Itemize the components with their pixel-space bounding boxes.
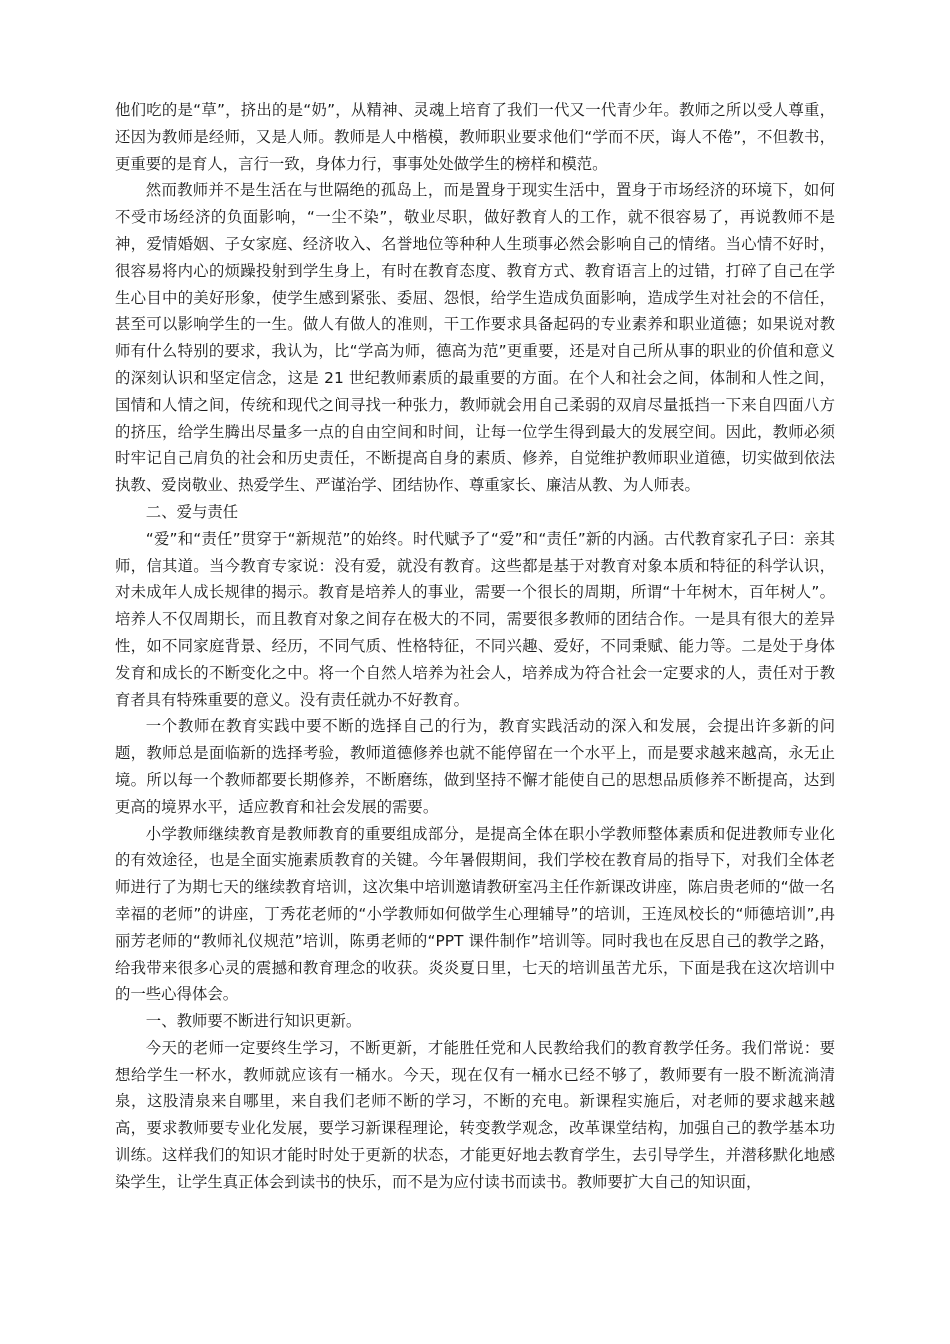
paragraph-love-responsibility: “爱”和“责任”贯穿于“新规范”的始终。时代赋予了“爱”和“责任”新的内涵。古代教育家孔子曰：亲其师，信其道。当今教育专家说：没有爱，就没有教育。这些都是基于对教育对象本质和特征的科学认识，对未成年人成长规律的揭示。教育是培养人的事业，需要一个很长的周期，所谓“十年树木，百年树人”。培养人不仅周期长，而且教育对象之间存在极大的不同，需要很多教师的团结合作。一是具有很大的差异性，如不同家庭背景、经历，不同气质、性格特征，不同兴趣、爱好，不同秉赋、能力等。二是处于身体发育和成长的不断变化之中。将一个自然人培养为社会人，培养成为符合社会一定要求的人，责任对于教育者具有特殊重要的意义。没有责任就办不好教育。 — [115, 529, 835, 709]
document-page — [115, 97, 835, 1196]
paragraph-continuing-education: 小学教师继续教育是教师教育的重要组成部分，是提高全体在职小学教师整体素质和促进教师专业化的有效途径，也是全面实施素质教育的关键。今年暑假期间，我们学校在教育局的指导下，对我们全体老师进行了为期七天的继续教育培训，这次集中培训邀请教研室冯主任作新课改讲座，陈启贵老师的“做一名幸福的老师”的讲座，丁秀花老师的“小学教师如何做学生心理辅导”的培训，王连凤校长的“师德培训”,冉丽芳老师的“教师礼仪规范”培训，陈勇老师的“PPT 课件制作”培训等。同时我也在反思自己的教学之路，给我带来很多心灵的震撼和教育理念的收获。炎炎夏日里，七天的培训虽苦尤乐，下面是我在这次培训中的一些心得体会。 — [115, 824, 835, 1004]
paragraph-lifelong-learning: 今天的老师一定要终生学习，不断更新，才能胜任党和人民教给我们的教育教学任务。我们常说：要想给学生一杯水，教师就应该有一桶水。今天，现在仅有一桶水已经不够了，教师要有一股不断流淌清泉，这股清泉来自哪里，来自我们老师不断的学习，不断的充电。新课程实施后，对老师的要求越来越高，要求教师要专业化发展，要学习新课程理论，转变教学观念，改革课堂结构，加强自己的教学基本功训练。这样我们的知识才能时时处于更新的状态，才能更好地去教育学生，去引导学生，并潜移默化地感染学生，让学生真正体会到读书的快乐，而不是为应付读书而读书。教师要扩大自己的知识面， — [115, 1038, 835, 1191]
paragraph-continuation: 他们吃的是“草”，挤出的是“奶”，从精神、灵魂上培育了我们一代又一代青少年。教师之所以受人尊重，还因为教师是经师，又是人师。教师是人中楷模，教师职业要求他们“学而不厌，诲人不倦”，不但教书，更重要的是育人，言行一致，身体力行，事事处处做学生的榜样和模范。 — [115, 101, 835, 173]
section-heading-knowledge-update: 一、教师要不断进行知识更新。 — [145, 1012, 362, 1031]
section-heading-love-responsibility: 二、爱与责任 — [145, 502, 239, 521]
paragraph-practice: 一个教师在教育实践中要不断的选择自己的行为，教育实践活动的深入和发展，会提出许多新的问题，教师总是面临新的选择考验，教师道德修养也就不能停留在一个水平上，而是要求越来越高，永无止境。所以每一个教师都要长期修养，不断磨练，做到坚持不懈才能使自己的思想品质修养不断提高，达到更高的境界水平，适应教育和社会发展的需要。 — [115, 717, 835, 816]
paragraph-teacher-society: 然而教师并不是生活在与世隔绝的孤岛上，而是置身于现实生活中，置身于市场经济的环境下，如何不受市场经济的负面影响，“一尘不染”，敬业尽职，做好教育人的工作，就不很容易了，再说教师不是神，爱情婚姻、子女家庭、经济收入、名誉地位等种种人生琐事必然会影响自己的情绪。当心情不好时，很容易将内心的烦躁投射到学生身上，有时在教育态度、教育方式、教育语言上的过错，打碎了自己在学生心目中的美好形象，使学生感到紧张、委屈、怨恨，给学生造成负面影响，造成学生对社会的不信任，甚至可以影响学生的一生。做人有做人的准则，干工作要求具备起码的专业素养和职业道德；如果说对教师有什么特别的要求，我认为，比“学高为师，德高为范”更重要，还是对自己所从事的职业的价值和意义的深刻认识和坚定信念，这是 21 世纪教师素质的最重要的方面。在个人和社会之间，体制和人性之间，国情和人情之间，传统和现代之间寻找一种张力，教师就会用自己柔弱的双肩尽量抵挡一下来自四面八方的挤压，给学生腾出尽量多一点的自由空间和时间，让每一位学生得到最大的发展空间。因此，教师必须时牢记自己肩负的社会和历史责任，不断提高自身的素质、修养，自觉维护教师职业道德，切实做到依法执教、爱岗敬业、热爱学生、严谨治学、团结协作、尊重家长、廉洁从教、为人师表。 — [115, 181, 835, 495]
